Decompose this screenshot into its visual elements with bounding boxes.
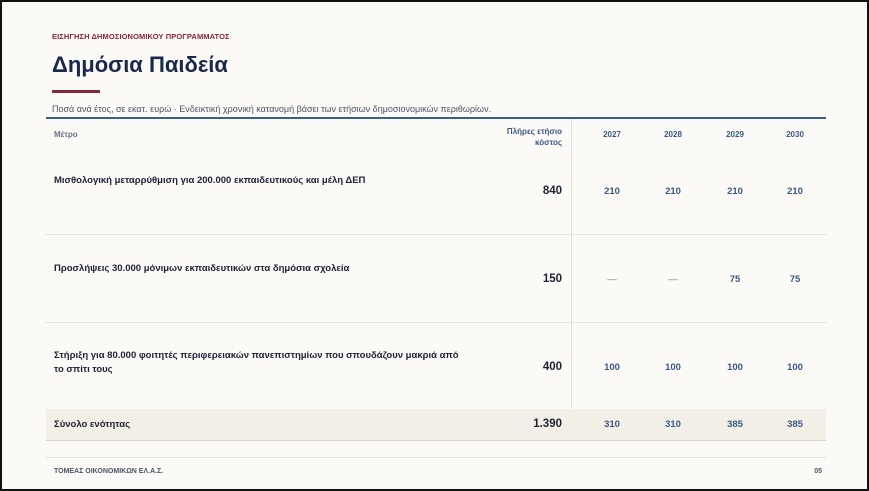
footer-organization: ΤΟΜΕΑΣ ΟΙΚΟΝΟΜΙΚΩΝ ΕΛ.Α.Σ.	[54, 468, 164, 475]
column-header-metric: Μέτρο	[54, 130, 78, 139]
row-value: —	[607, 274, 617, 285]
row-separator	[46, 234, 826, 235]
row-label: Προσλήψεις 30.000 μόνιμων εκπαιδευτικών στα δημόσια σχολεία	[54, 263, 350, 274]
total-bottom-rule	[46, 440, 826, 441]
row-value: 210	[604, 186, 620, 197]
page-number: 05	[814, 468, 822, 475]
row-value: —	[668, 274, 678, 285]
total-value: 385	[787, 419, 803, 430]
column-header-cost	[492, 126, 562, 148]
page-title: Δημόσια Παιδεία	[52, 52, 228, 77]
title-accent-rule	[52, 90, 100, 93]
table-top-rule	[46, 117, 826, 119]
row-value: 75	[729, 274, 741, 285]
row-cost: 840	[542, 185, 562, 197]
total-cost: 1.390	[533, 418, 562, 430]
row-value: 210	[727, 186, 743, 197]
column-header-cost-line1: Πλήρες ετήσιο	[506, 127, 562, 136]
total-value: 310	[604, 419, 620, 430]
column-header-year: 2027	[603, 130, 621, 139]
total-value: 385	[727, 419, 743, 430]
row-label: Μισθολογική μεταρρύθμιση για 200.000 εκπαιδευτικούς και μέλη ΔΕΠ	[54, 175, 366, 186]
row-label: Στήριξη για 80.000 φοιτητές περιφερειακών πανεπιστημίων που σπουδάζουν μακριά από το σπίτι τους	[54, 350, 459, 375]
row-value: 210	[787, 186, 803, 197]
row-value: 100	[727, 362, 743, 373]
row-value: 75	[789, 274, 801, 285]
row-cost: 400	[542, 361, 562, 373]
row-separator	[46, 322, 826, 323]
row-value: 210	[665, 186, 681, 197]
column-header-year: 2030	[786, 130, 804, 139]
column-header-year: 2028	[664, 130, 682, 139]
row-value: 100	[665, 362, 681, 373]
row-cost: 150	[542, 273, 562, 285]
row-value: 100	[787, 362, 803, 373]
total-value: 310	[665, 419, 681, 430]
cost-column-divider	[571, 119, 572, 409]
total-label: Σύνολο ενότητας	[54, 419, 131, 430]
page-subtitle: Ποσά ανά έτος, σε εκατ. ευρώ · Ενδεικτική χρονική κατανομή βάσει των ετήσιων δημοσιονομικών περιθωρίων.	[52, 104, 492, 114]
column-header-cost-line2: κόστος	[535, 138, 562, 147]
footer-rule	[46, 457, 826, 458]
column-header-year: 2029	[726, 130, 744, 139]
slide-kicker: ΕΙΣΗΓΗΣΗ ΔΗΜΟΣΙΟΝΟΜΙΚΟΥ ΠΡΟΓΡΑΜΜΑΤΟΣ	[52, 32, 230, 41]
row-value: 100	[604, 362, 620, 373]
